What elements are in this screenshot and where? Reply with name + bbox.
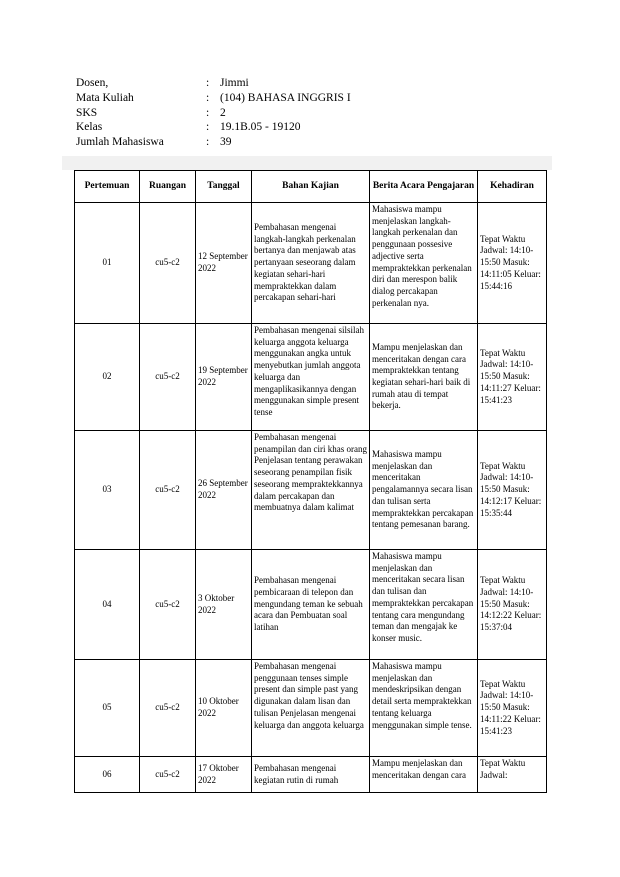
info-colon: : [206,136,210,149]
info-row-sks [76,106,351,121]
cell-pertemuan: 05 [75,660,140,757]
separator-band [62,156,552,170]
info-label: Jumlah Mahasiswa [76,136,164,149]
cell-bahan-kajian: Pembahasan mengenai penggunaan tenses simple present dan simple past yang digunakan dalam lisan dan tulisan Penjelasan mengenai keluarga dan anggota keluarga [252,660,370,757]
table-row [75,757,547,793]
cell-tanggal: 26 September 2022 [196,431,252,550]
cell-berita-acara: Mampu menjelaskan dan menceritakan dengan cara mempraktekkan tentang kegiatan sehari-hari baik di rumah atau di tempat bekerja. [370,324,478,431]
info-colon: : [206,91,210,104]
header-berita-acara: Berita Acara Pengajaran [370,171,478,203]
table-row [75,203,547,324]
info-value: (104) BAHASA INGGRIS I [220,91,351,104]
table-row [75,324,547,431]
table-header-row [75,171,547,203]
table-row [75,550,547,660]
cell-bahan-kajian: Pembahasan mengenai langkah-langkah perkenalan bertanya dan menjawab atas pertanyaan seseorang dalam kegiatan sehari-hari mempraktekkan dalam percakapan sehari-hari [252,203,370,324]
cell-kehadiran: Tepat Waktu Jadwal: 14:10-15:50 Masuk: 14:12:17 Keluar: 15:35:44 [478,431,547,550]
attendance-table [74,170,547,793]
cell-ruangan: cu5-c2 [140,431,196,550]
cell-bahan-kajian: Pembahasan mengenai penampilan dan ciri khas orang Penjelasan tentang perawakan seseorang penampilan fisik seseorang mempraktekkannya dalam percakapan dan membuatnya dalam kalimat [252,431,370,550]
info-label: Mata Kuliah [76,91,134,104]
cell-pertemuan: 04 [75,550,140,660]
info-label: Kelas [76,121,103,134]
info-row-dosen [76,76,351,91]
cell-pertemuan: 03 [75,431,140,550]
cell-pertemuan: 01 [75,203,140,324]
info-row-kelas [76,120,351,135]
info-value: Jimmi [220,77,249,89]
cell-bahan-kajian: Pembahasan mengenai pembicaraan di telepon dan mengundang teman ke sebuah acara dan Pembuatan soal latihan [252,550,370,660]
table-row [75,431,547,550]
info-colon: : [206,77,210,89]
table-row [75,660,547,757]
cell-pertemuan: 06 [75,757,140,793]
cell-kehadiran: Tepat Waktu Jadwal: 14:10-15:50 Masuk: 14:12:22 Keluar: 15:37:04 [478,550,547,660]
info-value: 19.1B.05 - 19120 [220,121,301,134]
cell-tanggal: 19 September 2022 [196,324,252,431]
cell-berita-acara: Mampu menjelaskan dan menceritakan dengan cara [370,757,478,793]
cell-pertemuan: 02 [75,324,140,431]
header-kehadiran: Kehadiran [478,171,547,203]
header-pertemuan: Pertemuan [75,171,140,203]
info-label: SKS [76,106,98,119]
cell-tanggal: 17 Oktober 2022 [196,757,252,793]
course-info [76,76,351,150]
cell-berita-acara: Mahasiswa mampu menjelaskan langkah-langkah perkenalan dan penggunaan possesive adjective serta mempraktekkan perkenalan diri dan merespon balik dialog percakapan perkenalan nya. [370,203,478,324]
info-row-mata-kuliah [76,91,351,106]
cell-tanggal: 12 September 2022 [196,203,252,324]
cell-ruangan: cu5-c2 [140,203,196,324]
cell-bahan-kajian: Pembahasan mengenai silsilah keluarga anggota keluarga menggunakan angka untuk menyebutkan jumlah anggota keluarga dan mengaplikasikannya dengan menggunakan simple present tense [252,324,370,431]
header-bahan-kajian: Bahan Kajian [252,171,370,203]
cell-tanggal: 10 Oktober 2022 [196,660,252,757]
cell-berita-acara: Mahasiswa mampu menjelaskan dan menceritakan pengalamannya secara lisan dan tulisan serta mempraktekkan percakapan tentang pemesanan barang. [370,431,478,550]
cell-ruangan: cu5-c2 [140,757,196,793]
header-ruangan: Ruangan [140,171,196,203]
info-row-jumlah-mahasiswa [76,135,351,150]
cell-kehadiran: Tepat Waktu Jadwal: 14:10-15:50 Masuk: 14:11:05 Keluar: 15:44:16 [478,203,547,324]
cell-kehadiran: Tepat Waktu Jadwal: 14:10-15:50 Masuk: 14:11:22 Keluar: 15:41:23 [478,660,547,757]
cell-ruangan: cu5-c2 [140,660,196,757]
cell-berita-acara: Mahasiswa mampu menjelaskan dan mendeskripsikan dengan detail serta mempraktekkan tentang keluarga menggunakan simple tense. [370,660,478,757]
cell-bahan-kajian: Pembahasan mengenai kegiatan rutin di rumah [252,757,370,793]
cell-ruangan: cu5-c2 [140,550,196,660]
info-colon: : [206,121,210,134]
cell-tanggal: 3 Oktober 2022 [196,550,252,660]
attendance-table-container [74,170,546,793]
cell-kehadiran: Tepat Waktu Jadwal: 14:10-15:50 Masuk: 14:11:27 Keluar: 15:41:23 [478,324,547,431]
info-label: Dosen, [76,77,109,89]
header-tanggal: Tanggal [196,171,252,203]
cell-berita-acara: Mahasiswa mampu menjelaskan dan menceritakan secara lisan dan tulisan dan mempraktekkan percakapan tentang cara mengundang teman dan mengajak ke konser music. [370,550,478,660]
cell-kehadiran: Tepat Waktu Jadwal: [478,757,547,793]
info-value: 39 [220,136,232,149]
info-colon: : [206,106,210,119]
info-value: 2 [220,106,226,119]
cell-ruangan: cu5-c2 [140,324,196,431]
